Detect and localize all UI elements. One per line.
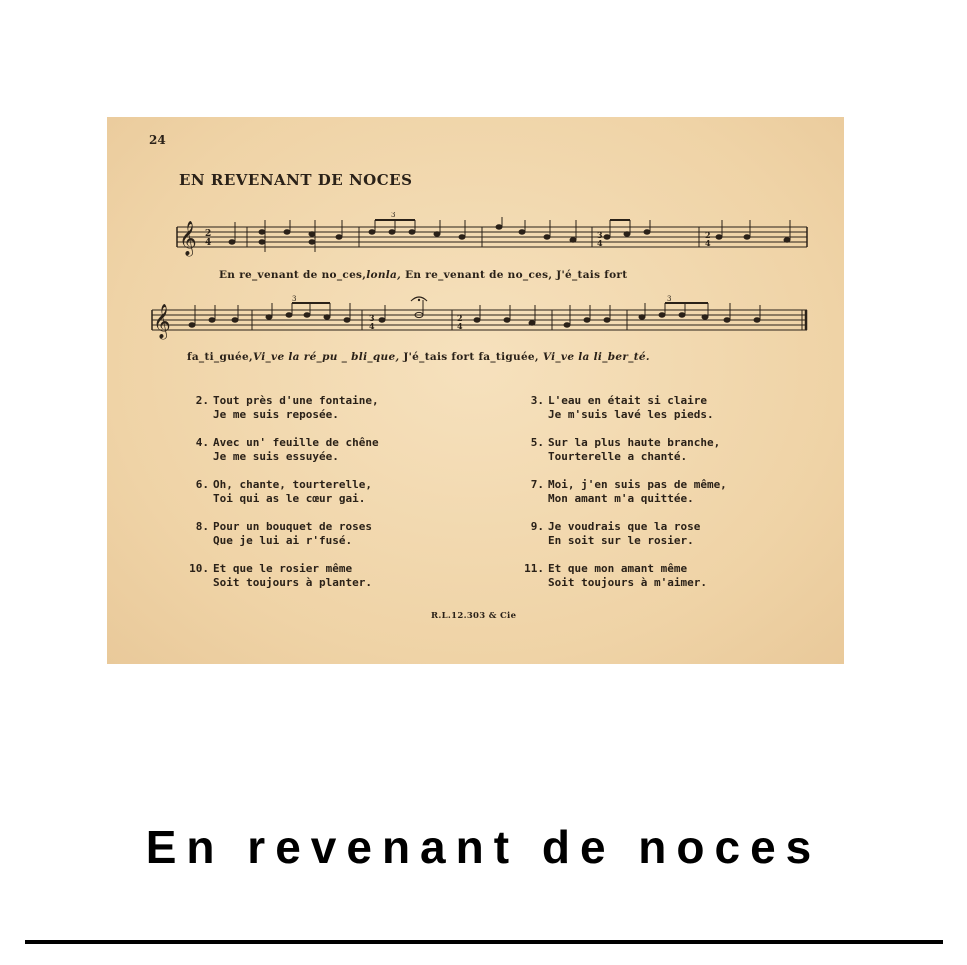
lyrics-line-2-d: Vi_ve la li_ber_té. xyxy=(542,351,650,363)
lyrics-line-2-a: fa_ti_guée, xyxy=(187,351,253,363)
song-title: EN REVENANT DE NOCES xyxy=(179,171,413,189)
verse-3: 3. L'eau en était si claire Je m'suis lavé les pieds. xyxy=(530,394,714,421)
svg-text:2: 2 xyxy=(205,229,212,239)
verse-9: 9. Je voudrais que la rose En soit sur le rosier. xyxy=(530,520,701,547)
svg-text:4: 4 xyxy=(369,321,375,331)
bottom-divider xyxy=(25,940,943,944)
caption-title: En revenant de noces xyxy=(145,821,822,873)
lyrics-line-1 xyxy=(219,269,627,281)
lyrics-line-1-b: lonla, xyxy=(366,269,402,281)
music-staff-1 xyxy=(107,212,844,267)
lyrics-line-1-a: En re_venant de no_ces, xyxy=(219,269,367,281)
verse-10: 10. Et que le rosier même Soit toujours à planter. xyxy=(189,562,372,589)
svg-text:3: 3 xyxy=(667,295,672,303)
verse-11: 11. Et que mon amant même Soit toujours à m'aimer. xyxy=(524,562,707,589)
verse-8: 8. Pour un bouquet de roses Que je lui ai r'fusé. xyxy=(195,520,372,547)
verse-2: 2. Tout près d'une fontaine, Je me suis reposée. xyxy=(195,394,379,421)
svg-text:2: 2 xyxy=(705,230,711,240)
lyrics-line-1-c: En re_venant de no_ces, J'é_tais fort xyxy=(401,269,628,281)
staff-notation-2 xyxy=(107,295,844,350)
svg-text:4: 4 xyxy=(205,238,212,248)
svg-text:3: 3 xyxy=(597,230,603,240)
svg-text:4: 4 xyxy=(705,238,711,248)
svg-text:4: 4 xyxy=(597,238,603,248)
svg-text:3: 3 xyxy=(292,295,297,303)
lyrics-line-2-b: Vi_ve la ré_pu _ bli_que, xyxy=(252,351,400,363)
music-staff-2 xyxy=(107,295,844,350)
staff-notation-1 xyxy=(107,212,844,267)
verse-7: 7. Moi, j'en suis pas de même, Mon amant m'a quittée. xyxy=(530,478,727,505)
verse-6: 6. Oh, chante, tourterelle, Toi qui as le cœur gai. xyxy=(195,478,372,505)
svg-text:2: 2 xyxy=(457,313,463,323)
svg-text:𝄞: 𝄞 xyxy=(179,221,197,256)
lyrics-line-2-c: J'é_tais fort fa_tiguée, xyxy=(399,351,539,363)
publisher-code: R.L.12.303 & Cie xyxy=(431,611,517,621)
sheet-music-page xyxy=(107,117,844,664)
verse-4: 4. Avec un' feuille de chêne Je me suis essuyée. xyxy=(195,436,379,463)
page-number: 24 xyxy=(149,133,166,147)
lyrics-line-2 xyxy=(187,351,650,363)
svg-text:𝄞: 𝄞 xyxy=(153,304,171,339)
verse-5: 5. Sur la plus haute branche, Tourterelle a chanté. xyxy=(530,436,721,463)
svg-text:3: 3 xyxy=(391,212,396,219)
svg-text:3: 3 xyxy=(369,313,375,323)
svg-text:4: 4 xyxy=(457,321,463,331)
